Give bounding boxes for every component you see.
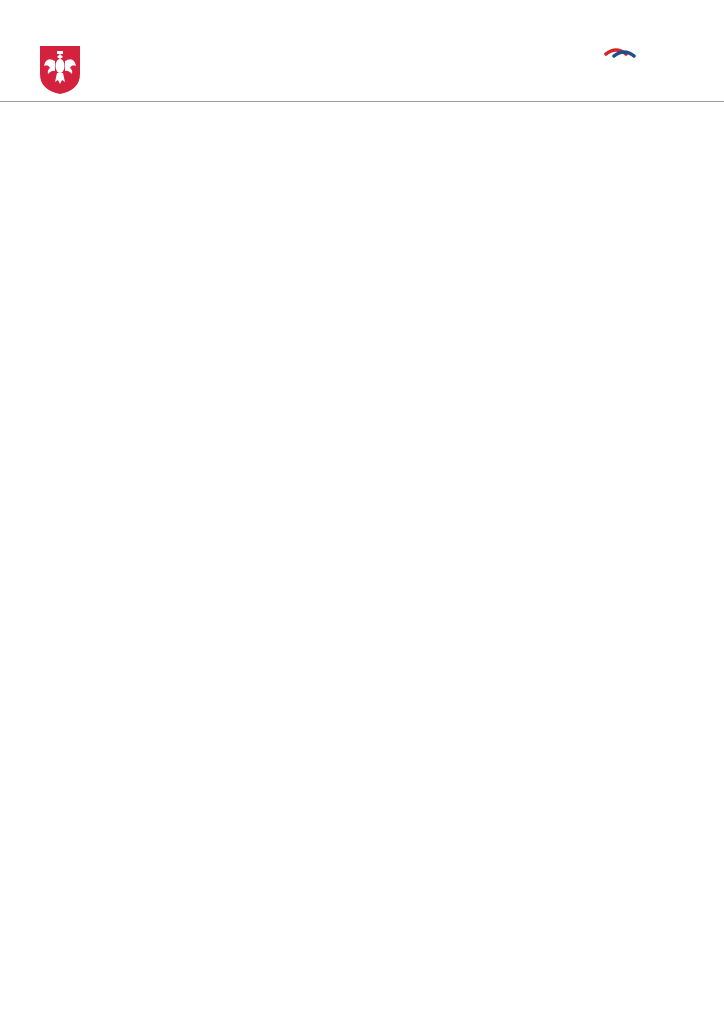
header-divider — [0, 101, 724, 102]
polish-eagle-emblem-icon — [38, 44, 82, 96]
norway-grants-logo-icon — [594, 44, 654, 90]
page-header — [0, 0, 724, 100]
